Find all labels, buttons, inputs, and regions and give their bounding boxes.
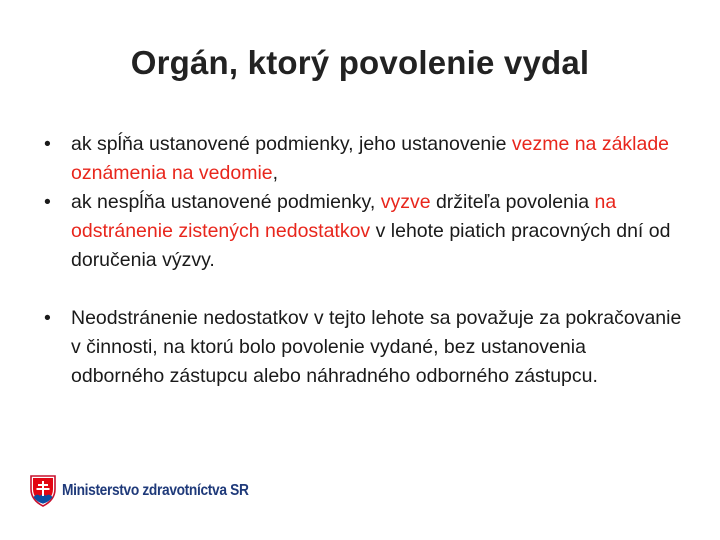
bullet-1-highlight: vezme na základe oznámenia na vedomie bbox=[71, 133, 670, 184]
bullet-item-2 bbox=[44, 188, 684, 275]
bullet-2-highlight-a: vyzve bbox=[380, 191, 431, 213]
bullet-item-3 bbox=[44, 304, 684, 391]
slovak-coat-of-arms-icon bbox=[30, 475, 56, 507]
ministry-logo-text: Ministerstvo zdravotníctva SR bbox=[62, 482, 249, 499]
bullet-list bbox=[44, 130, 684, 391]
bullet-2-text-a: ak nespĺňa ustanovené podmienky, bbox=[71, 191, 381, 213]
bullet-item-1 bbox=[44, 130, 684, 188]
slide-title: Orgán, ktorý povolenie vydal bbox=[130, 44, 590, 81]
bullet-1-text-end: , bbox=[272, 162, 279, 184]
bullet-1-text: ak spĺňa ustanovené podmienky, jeho ustanovenie bbox=[71, 133, 512, 155]
bullet-2-text-c: v lehote piatich pracovných dní od doručenia výzvy. bbox=[71, 220, 671, 271]
bullet-3-text: Neodstránenie nedostatkov v tejto lehote sa považuje za pokračovanie v činnosti, na ktorú bolo povolenie vydané, bez ustanovenia odborného zástupcu alebo náhradného odborného zástupcu. bbox=[71, 307, 682, 387]
bullet-2-text-b: držiteľa povolenia bbox=[430, 191, 595, 213]
ministry-logo bbox=[30, 474, 279, 508]
bullet-2-highlight-b: na odstránenie zistených nedostatkov bbox=[71, 191, 617, 242]
